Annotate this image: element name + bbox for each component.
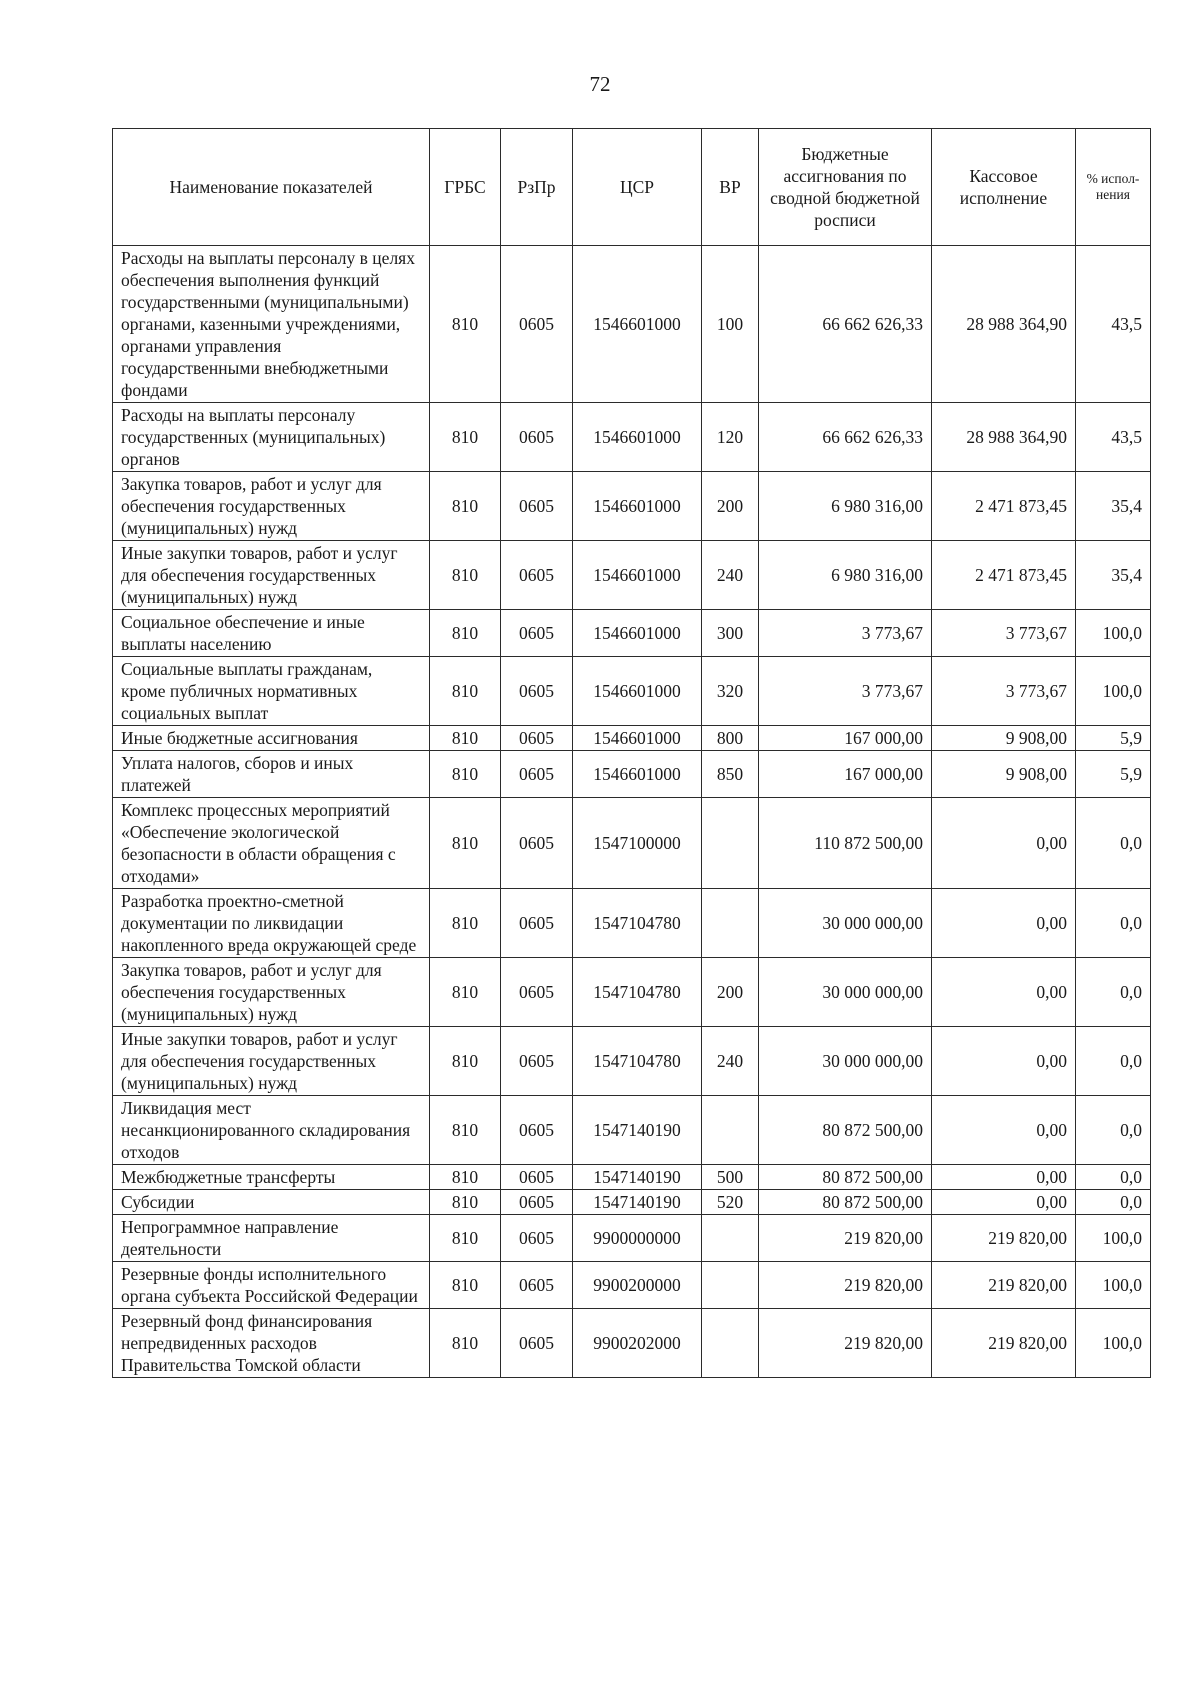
row-vr-cell: 300: [702, 610, 759, 657]
row-budget-cell: 66 662 626,33: [759, 403, 932, 472]
row-csr-cell: 1547104780: [573, 958, 702, 1027]
row-budget-cell: 219 820,00: [759, 1215, 932, 1262]
row-rzpr-cell: 0605: [501, 403, 573, 472]
row-rzpr-cell: 0605: [501, 541, 573, 610]
row-rzpr-cell: 0605: [501, 246, 573, 403]
row-cash-cell: 3 773,67: [932, 657, 1076, 726]
row-percent-cell: 43,5: [1076, 246, 1151, 403]
row-name-cell: Иные бюджетные ассигнования: [113, 726, 430, 751]
row-vr-cell: 200: [702, 472, 759, 541]
row-budget-cell: 110 872 500,00: [759, 798, 932, 889]
row-cash-cell: 0,00: [932, 1027, 1076, 1096]
header-percent: % испол-нения: [1076, 129, 1151, 246]
row-rzpr-cell: 0605: [501, 1215, 573, 1262]
row-rzpr-cell: 0605: [501, 751, 573, 798]
row-grbs-cell: 810: [430, 657, 501, 726]
row-rzpr-cell: 0605: [501, 1309, 573, 1378]
table-row: [113, 798, 1151, 889]
row-budget-cell: 80 872 500,00: [759, 1165, 932, 1190]
row-grbs-cell: 810: [430, 751, 501, 798]
row-grbs-cell: 810: [430, 1262, 501, 1309]
row-rzpr-cell: 0605: [501, 1027, 573, 1096]
header-name: Наименование показателей: [113, 129, 430, 246]
row-percent-cell: 43,5: [1076, 403, 1151, 472]
row-percent-cell: 100,0: [1076, 610, 1151, 657]
row-csr-cell: 1546601000: [573, 610, 702, 657]
row-grbs-cell: 810: [430, 1096, 501, 1165]
row-name-cell: Субсидии: [113, 1190, 430, 1215]
header-vr: ВР: [702, 129, 759, 246]
row-rzpr-cell: 0605: [501, 1165, 573, 1190]
row-csr-cell: 1547104780: [573, 889, 702, 958]
row-name-cell: Уплата налогов, сборов и иных платежей: [113, 751, 430, 798]
row-cash-cell: 2 471 873,45: [932, 472, 1076, 541]
row-vr-cell: [702, 889, 759, 958]
row-percent-cell: 100,0: [1076, 1215, 1151, 1262]
row-vr-cell: 100: [702, 246, 759, 403]
header-grbs: ГРБС: [430, 129, 501, 246]
header-rzpr: РзПр: [501, 129, 573, 246]
row-csr-cell: 1546601000: [573, 657, 702, 726]
row-percent-cell: 0,0: [1076, 1027, 1151, 1096]
row-name-cell: Социальное обеспечение и иные выплаты населению: [113, 610, 430, 657]
row-cash-cell: 0,00: [932, 889, 1076, 958]
row-vr-cell: 200: [702, 958, 759, 1027]
row-cash-cell: 0,00: [932, 1096, 1076, 1165]
budget-execution-table: [112, 128, 1151, 1378]
row-percent-cell: 100,0: [1076, 1309, 1151, 1378]
row-name-cell: Резервный фонд финансирования непредвиденных расходов Правительства Томской области: [113, 1309, 430, 1378]
row-cash-cell: 219 820,00: [932, 1215, 1076, 1262]
row-name-cell: Межбюджетные трансферты: [113, 1165, 430, 1190]
row-grbs-cell: 810: [430, 610, 501, 657]
header-csr: ЦСР: [573, 129, 702, 246]
row-name-cell: Социальные выплаты гражданам, кроме публичных нормативных социальных выплат: [113, 657, 430, 726]
row-csr-cell: 1547140190: [573, 1096, 702, 1165]
row-grbs-cell: 810: [430, 541, 501, 610]
table-row: [113, 1309, 1151, 1378]
row-rzpr-cell: 0605: [501, 1096, 573, 1165]
header-cash: Кассовое исполнение: [932, 129, 1076, 246]
row-name-cell: Иные закупки товаров, работ и услуг для обеспечения государственных (муниципальных) нужд: [113, 1027, 430, 1096]
row-vr-cell: 240: [702, 1027, 759, 1096]
row-vr-cell: 120: [702, 403, 759, 472]
table-row: [113, 541, 1151, 610]
table-row: [113, 958, 1151, 1027]
row-cash-cell: 28 988 364,90: [932, 403, 1076, 472]
row-percent-cell: 35,4: [1076, 472, 1151, 541]
row-name-cell: Комплекс процессных мероприятий «Обеспечение экологической безопасности в области обращения с отходами»: [113, 798, 430, 889]
row-cash-cell: 0,00: [932, 798, 1076, 889]
page-number: 72: [589, 72, 611, 96]
row-percent-cell: 100,0: [1076, 1262, 1151, 1309]
row-grbs-cell: 810: [430, 1027, 501, 1096]
row-budget-cell: 219 820,00: [759, 1262, 932, 1309]
row-budget-cell: 3 773,67: [759, 610, 932, 657]
row-cash-cell: 3 773,67: [932, 610, 1076, 657]
row-rzpr-cell: 0605: [501, 610, 573, 657]
row-csr-cell: 1546601000: [573, 246, 702, 403]
row-vr-cell: 240: [702, 541, 759, 610]
row-csr-cell: 1546601000: [573, 403, 702, 472]
row-budget-cell: 30 000 000,00: [759, 1027, 932, 1096]
row-rzpr-cell: 0605: [501, 472, 573, 541]
row-grbs-cell: 810: [430, 1215, 501, 1262]
row-grbs-cell: 810: [430, 246, 501, 403]
row-csr-cell: 1547100000: [573, 798, 702, 889]
row-grbs-cell: 810: [430, 798, 501, 889]
row-rzpr-cell: 0605: [501, 1262, 573, 1309]
row-name-cell: Ликвидация мест несанкционированного складирования отходов: [113, 1096, 430, 1165]
row-percent-cell: 100,0: [1076, 657, 1151, 726]
row-csr-cell: 1547140190: [573, 1165, 702, 1190]
table-row: [113, 1262, 1151, 1309]
row-cash-cell: 2 471 873,45: [932, 541, 1076, 610]
row-budget-cell: 167 000,00: [759, 751, 932, 798]
table-body: [113, 246, 1151, 1378]
row-vr-cell: [702, 798, 759, 889]
row-csr-cell: 9900202000: [573, 1309, 702, 1378]
row-vr-cell: [702, 1215, 759, 1262]
row-csr-cell: 1546601000: [573, 726, 702, 751]
row-budget-cell: 6 980 316,00: [759, 541, 932, 610]
row-csr-cell: 9900200000: [573, 1262, 702, 1309]
row-grbs-cell: 810: [430, 726, 501, 751]
table-row: [113, 1096, 1151, 1165]
row-rzpr-cell: 0605: [501, 958, 573, 1027]
row-rzpr-cell: 0605: [501, 726, 573, 751]
row-csr-cell: 1546601000: [573, 472, 702, 541]
table-row: [113, 1215, 1151, 1262]
table-row: [113, 657, 1151, 726]
row-cash-cell: 9 908,00: [932, 751, 1076, 798]
row-percent-cell: 35,4: [1076, 541, 1151, 610]
row-name-cell: Закупка товаров, работ и услуг для обеспечения государственных (муниципальных) нужд: [113, 958, 430, 1027]
row-budget-cell: 6 980 316,00: [759, 472, 932, 541]
row-name-cell: Расходы на выплаты персоналу государственных (муниципальных) органов: [113, 403, 430, 472]
row-rzpr-cell: 0605: [501, 798, 573, 889]
row-grbs-cell: 810: [430, 403, 501, 472]
row-name-cell: Иные закупки товаров, работ и услуг для обеспечения государственных (муниципальных) нужд: [113, 541, 430, 610]
row-cash-cell: 0,00: [932, 1165, 1076, 1190]
row-percent-cell: 0,0: [1076, 798, 1151, 889]
table-row: [113, 472, 1151, 541]
row-cash-cell: 0,00: [932, 958, 1076, 1027]
row-cash-cell: 28 988 364,90: [932, 246, 1076, 403]
row-grbs-cell: 810: [430, 1165, 501, 1190]
row-budget-cell: 167 000,00: [759, 726, 932, 751]
row-vr-cell: 520: [702, 1190, 759, 1215]
row-vr-cell: [702, 1096, 759, 1165]
row-grbs-cell: 810: [430, 889, 501, 958]
row-csr-cell: 1546601000: [573, 751, 702, 798]
row-cash-cell: 219 820,00: [932, 1262, 1076, 1309]
row-budget-cell: 3 773,67: [759, 657, 932, 726]
row-name-cell: Резервные фонды исполнительного органа субъекта Российской Федерации: [113, 1262, 430, 1309]
row-vr-cell: 320: [702, 657, 759, 726]
table-header-row: [113, 129, 1151, 246]
table-row: [113, 726, 1151, 751]
table-row: [113, 889, 1151, 958]
row-budget-cell: 30 000 000,00: [759, 889, 932, 958]
row-vr-cell: [702, 1262, 759, 1309]
row-cash-cell: 9 908,00: [932, 726, 1076, 751]
row-vr-cell: [702, 1309, 759, 1378]
row-rzpr-cell: 0605: [501, 657, 573, 726]
row-budget-cell: 80 872 500,00: [759, 1096, 932, 1165]
row-name-cell: Расходы на выплаты персоналу в целях обеспечения выполнения функций государственными (муниципальными) органами, казенными учреждениями, органами управления государственными внебюджетными фондами: [113, 246, 430, 403]
row-percent-cell: 0,0: [1076, 1165, 1151, 1190]
row-rzpr-cell: 0605: [501, 1190, 573, 1215]
row-percent-cell: 0,0: [1076, 889, 1151, 958]
row-grbs-cell: 810: [430, 1309, 501, 1378]
table-row: [113, 246, 1151, 403]
table-row: [113, 1190, 1151, 1215]
table-row: [113, 610, 1151, 657]
row-grbs-cell: 810: [430, 472, 501, 541]
row-percent-cell: 0,0: [1076, 958, 1151, 1027]
row-rzpr-cell: 0605: [501, 889, 573, 958]
row-csr-cell: 1546601000: [573, 541, 702, 610]
row-percent-cell: 5,9: [1076, 751, 1151, 798]
row-vr-cell: 850: [702, 751, 759, 798]
row-percent-cell: 0,0: [1076, 1190, 1151, 1215]
row-cash-cell: 219 820,00: [932, 1309, 1076, 1378]
row-budget-cell: 219 820,00: [759, 1309, 932, 1378]
table-row: [113, 1165, 1151, 1190]
row-budget-cell: 30 000 000,00: [759, 958, 932, 1027]
row-grbs-cell: 810: [430, 1190, 501, 1215]
table-row: [113, 751, 1151, 798]
row-budget-cell: 66 662 626,33: [759, 246, 932, 403]
header-budget: Бюджетные ассигнования по сводной бюджетной росписи: [759, 129, 932, 246]
row-percent-cell: 5,9: [1076, 726, 1151, 751]
row-csr-cell: 1547140190: [573, 1190, 702, 1215]
table-row: [113, 1027, 1151, 1096]
row-budget-cell: 80 872 500,00: [759, 1190, 932, 1215]
row-vr-cell: 500: [702, 1165, 759, 1190]
row-grbs-cell: 810: [430, 958, 501, 1027]
row-cash-cell: 0,00: [932, 1190, 1076, 1215]
row-vr-cell: 800: [702, 726, 759, 751]
row-percent-cell: 0,0: [1076, 1096, 1151, 1165]
row-name-cell: Закупка товаров, работ и услуг для обеспечения государственных (муниципальных) нужд: [113, 472, 430, 541]
table-row: [113, 403, 1151, 472]
row-csr-cell: 9900000000: [573, 1215, 702, 1262]
row-name-cell: Непрограммное направление деятельности: [113, 1215, 430, 1262]
row-csr-cell: 1547104780: [573, 1027, 702, 1096]
row-name-cell: Разработка проектно-сметной документации по ликвидации накопленного вреда окружающей среде: [113, 889, 430, 958]
